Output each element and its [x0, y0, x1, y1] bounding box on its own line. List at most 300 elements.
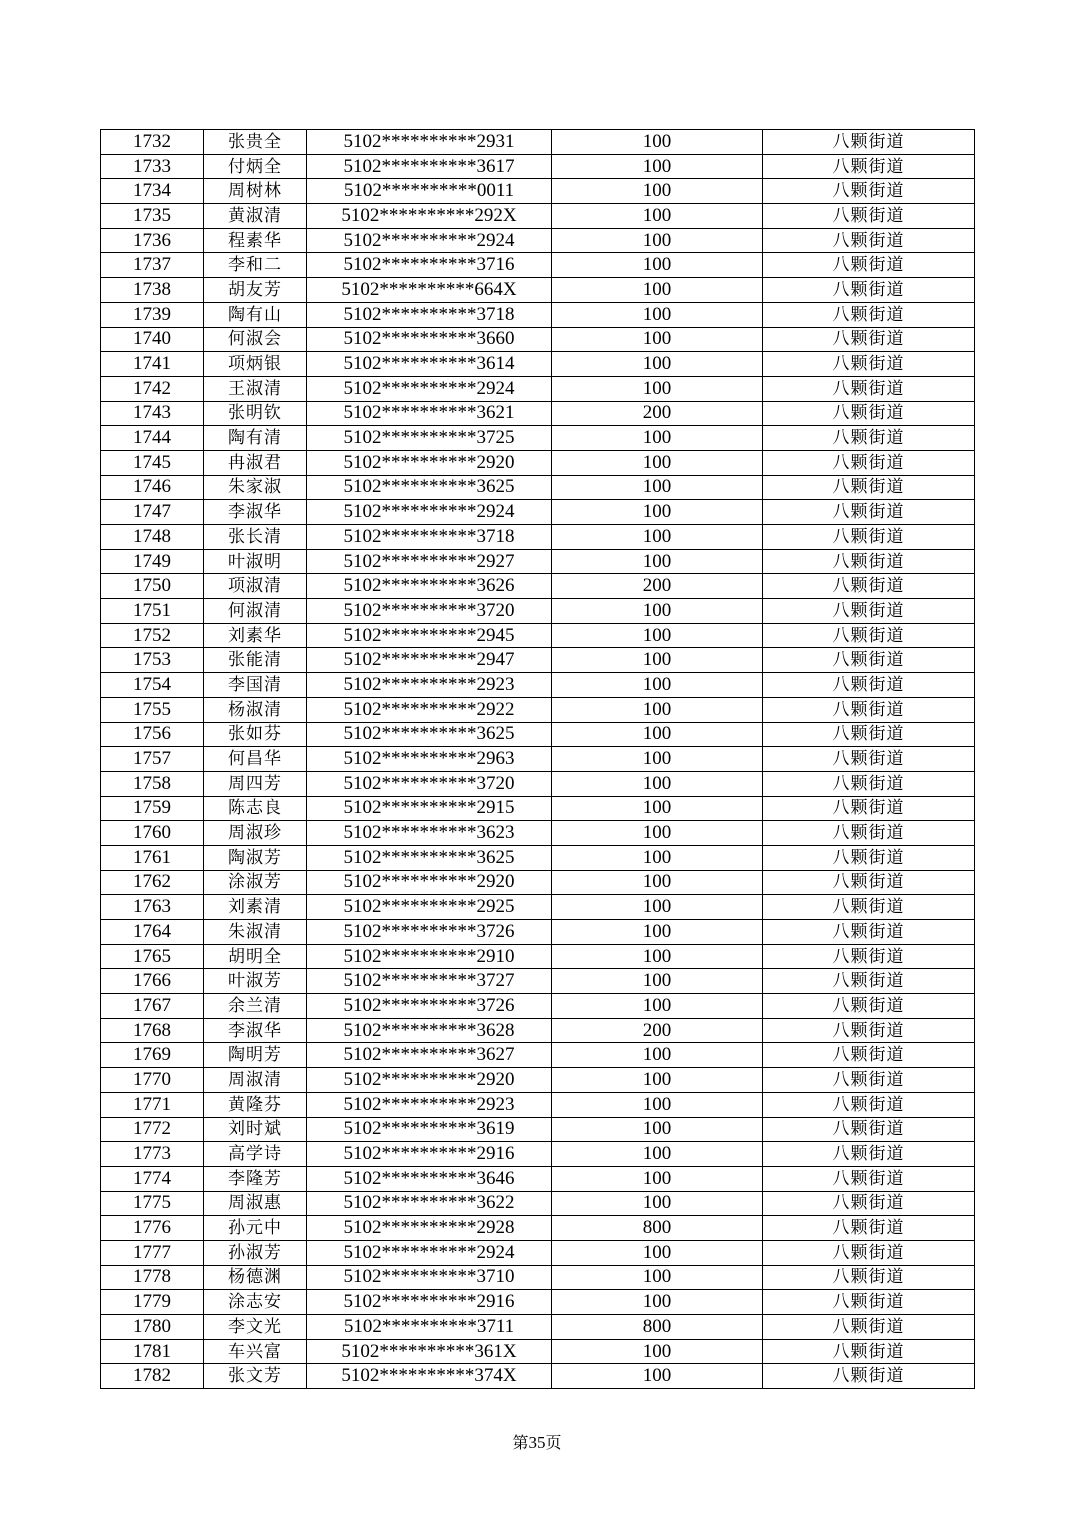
cell-id: 5102**********2920 [307, 1068, 552, 1093]
cell-area: 八颗街道 [763, 1265, 975, 1290]
cell-area: 八颗街道 [763, 525, 975, 550]
cell-area: 八颗街道 [763, 278, 975, 303]
cell-index: 1761 [101, 845, 204, 870]
cell-id: 5102**********3716 [307, 253, 552, 278]
cell-id: 5102**********374X [307, 1364, 552, 1389]
table-row [101, 1240, 975, 1265]
cell-name: 周四芳 [204, 771, 307, 796]
cell-index: 1762 [101, 870, 204, 895]
cell-index: 1740 [101, 327, 204, 352]
cell-id: 5102**********3711 [307, 1315, 552, 1340]
cell-index: 1743 [101, 401, 204, 426]
table-row [101, 253, 975, 278]
cell-name: 张明钦 [204, 401, 307, 426]
cell-area: 八颗街道 [763, 1364, 975, 1389]
cell-id: 5102**********3623 [307, 821, 552, 846]
table-row [101, 623, 975, 648]
cell-amount: 800 [552, 1216, 763, 1241]
page-number: 35 [528, 1433, 546, 1452]
cell-id: 5102**********3710 [307, 1265, 552, 1290]
cell-id: 5102**********3725 [307, 426, 552, 451]
cell-name: 程素华 [204, 228, 307, 253]
cell-amount: 100 [552, 450, 763, 475]
cell-id: 5102**********2910 [307, 944, 552, 969]
cell-area: 八颗街道 [763, 1142, 975, 1167]
cell-id: 5102**********3625 [307, 475, 552, 500]
cell-area: 八颗街道 [763, 969, 975, 994]
cell-area: 八颗街道 [763, 130, 975, 155]
cell-id: 5102**********292X [307, 204, 552, 229]
cell-id: 5102**********3619 [307, 1117, 552, 1142]
table-row [101, 821, 975, 846]
cell-index: 1764 [101, 920, 204, 945]
cell-area: 八颗街道 [763, 771, 975, 796]
cell-area: 八颗街道 [763, 920, 975, 945]
cell-index: 1779 [101, 1290, 204, 1315]
table-row [101, 1142, 975, 1167]
cell-name: 项炳银 [204, 352, 307, 377]
cell-amount: 800 [552, 1315, 763, 1340]
cell-index: 1750 [101, 574, 204, 599]
cell-name: 孙元中 [204, 1216, 307, 1241]
cell-index: 1754 [101, 673, 204, 698]
cell-amount: 100 [552, 697, 763, 722]
cell-index: 1758 [101, 771, 204, 796]
cell-name: 叶淑芳 [204, 969, 307, 994]
cell-index: 1744 [101, 426, 204, 451]
cell-area: 八颗街道 [763, 1117, 975, 1142]
cell-amount: 100 [552, 994, 763, 1019]
cell-name: 杨淑清 [204, 697, 307, 722]
cell-amount: 100 [552, 130, 763, 155]
cell-name: 黄淑清 [204, 204, 307, 229]
cell-name: 张文芳 [204, 1364, 307, 1389]
table-row [101, 771, 975, 796]
cell-index: 1756 [101, 722, 204, 747]
cell-index: 1769 [101, 1043, 204, 1068]
cell-index: 1745 [101, 450, 204, 475]
cell-id: 5102**********3625 [307, 722, 552, 747]
cell-index: 1746 [101, 475, 204, 500]
table-row [101, 450, 975, 475]
table-row [101, 870, 975, 895]
page-footer-prefix: 第 [512, 1433, 529, 1452]
cell-index: 1777 [101, 1240, 204, 1265]
cell-id: 5102**********2924 [307, 1240, 552, 1265]
cell-id: 5102**********3718 [307, 302, 552, 327]
cell-area: 八颗街道 [763, 1018, 975, 1043]
cell-area: 八颗街道 [763, 1191, 975, 1216]
cell-index: 1776 [101, 1216, 204, 1241]
cell-area: 八颗街道 [763, 994, 975, 1019]
cell-id: 5102**********2927 [307, 549, 552, 574]
cell-index: 1733 [101, 154, 204, 179]
cell-area: 八颗街道 [763, 1339, 975, 1364]
cell-area: 八颗街道 [763, 722, 975, 747]
cell-index: 1772 [101, 1117, 204, 1142]
cell-area: 八颗街道 [763, 944, 975, 969]
cell-name: 张贵全 [204, 130, 307, 155]
cell-index: 1778 [101, 1265, 204, 1290]
cell-index: 1765 [101, 944, 204, 969]
cell-id: 5102**********3614 [307, 352, 552, 377]
cell-area: 八颗街道 [763, 549, 975, 574]
cell-name: 何淑清 [204, 599, 307, 624]
cell-name: 杨德渊 [204, 1265, 307, 1290]
cell-index: 1734 [101, 179, 204, 204]
cell-amount: 100 [552, 673, 763, 698]
cell-index: 1768 [101, 1018, 204, 1043]
cell-area: 八颗街道 [763, 1315, 975, 1340]
cell-amount: 100 [552, 253, 763, 278]
cell-amount: 100 [552, 1117, 763, 1142]
cell-id: 5102**********3646 [307, 1166, 552, 1191]
cell-area: 八颗街道 [763, 401, 975, 426]
cell-id: 5102**********2928 [307, 1216, 552, 1241]
cell-area: 八颗街道 [763, 352, 975, 377]
table-row [101, 302, 975, 327]
cell-amount: 100 [552, 500, 763, 525]
cell-id: 5102**********2963 [307, 747, 552, 772]
cell-amount: 100 [552, 376, 763, 401]
table-row [101, 1265, 975, 1290]
cell-name: 周淑清 [204, 1068, 307, 1093]
cell-amount: 100 [552, 1043, 763, 1068]
cell-name: 陈志良 [204, 796, 307, 821]
cell-id: 5102**********2915 [307, 796, 552, 821]
cell-amount: 100 [552, 1068, 763, 1093]
cell-name: 何昌华 [204, 747, 307, 772]
cell-area: 八颗街道 [763, 697, 975, 722]
cell-index: 1748 [101, 525, 204, 550]
cell-area: 八颗街道 [763, 1068, 975, 1093]
table-row [101, 327, 975, 352]
cell-area: 八颗街道 [763, 500, 975, 525]
cell-amount: 100 [552, 599, 763, 624]
table-row [101, 1339, 975, 1364]
cell-index: 1773 [101, 1142, 204, 1167]
cell-amount: 100 [552, 154, 763, 179]
data-table [100, 129, 975, 1389]
cell-amount: 200 [552, 574, 763, 599]
table-row [101, 204, 975, 229]
cell-name: 孙淑芳 [204, 1240, 307, 1265]
table-row [101, 1290, 975, 1315]
cell-amount: 100 [552, 1364, 763, 1389]
table-row [101, 1092, 975, 1117]
table-row [101, 426, 975, 451]
cell-name: 付炳全 [204, 154, 307, 179]
cell-id: 5102**********3726 [307, 994, 552, 1019]
cell-name: 陶有清 [204, 426, 307, 451]
cell-name: 何淑会 [204, 327, 307, 352]
cell-name: 李国清 [204, 673, 307, 698]
cell-name: 陶明芳 [204, 1043, 307, 1068]
table-row [101, 1043, 975, 1068]
table-row [101, 1315, 975, 1340]
table-row [101, 1018, 975, 1043]
cell-name: 冉淑君 [204, 450, 307, 475]
cell-name: 朱家淑 [204, 475, 307, 500]
cell-amount: 100 [552, 845, 763, 870]
table-row [101, 969, 975, 994]
cell-amount: 100 [552, 796, 763, 821]
cell-amount: 200 [552, 1018, 763, 1043]
cell-id: 5102**********3726 [307, 920, 552, 945]
table-row [101, 673, 975, 698]
cell-amount: 100 [552, 895, 763, 920]
cell-index: 1782 [101, 1364, 204, 1389]
cell-name: 陶有山 [204, 302, 307, 327]
page-footer [0, 1430, 1074, 1453]
table-row [101, 1191, 975, 1216]
cell-area: 八颗街道 [763, 845, 975, 870]
cell-index: 1738 [101, 278, 204, 303]
cell-area: 八颗街道 [763, 1240, 975, 1265]
cell-id: 5102**********2945 [307, 623, 552, 648]
table-row [101, 154, 975, 179]
cell-area: 八颗街道 [763, 204, 975, 229]
cell-amount: 100 [552, 327, 763, 352]
cell-name: 周淑珍 [204, 821, 307, 846]
cell-index: 1775 [101, 1191, 204, 1216]
table-row [101, 599, 975, 624]
cell-name: 高学诗 [204, 1142, 307, 1167]
cell-amount: 100 [552, 648, 763, 673]
cell-name: 余兰清 [204, 994, 307, 1019]
table-row [101, 401, 975, 426]
cell-name: 朱淑清 [204, 920, 307, 945]
table-row [101, 1117, 975, 1142]
table-row [101, 1216, 975, 1241]
cell-amount: 100 [552, 525, 763, 550]
cell-name: 张如芬 [204, 722, 307, 747]
cell-index: 1751 [101, 599, 204, 624]
cell-area: 八颗街道 [763, 450, 975, 475]
cell-name: 李和二 [204, 253, 307, 278]
cell-index: 1752 [101, 623, 204, 648]
table-row [101, 179, 975, 204]
cell-index: 1763 [101, 895, 204, 920]
cell-amount: 100 [552, 1265, 763, 1290]
cell-area: 八颗街道 [763, 1290, 975, 1315]
table-row [101, 376, 975, 401]
cell-name: 周淑惠 [204, 1191, 307, 1216]
cell-index: 1749 [101, 549, 204, 574]
cell-id: 5102**********3627 [307, 1043, 552, 1068]
cell-area: 八颗街道 [763, 327, 975, 352]
cell-area: 八颗街道 [763, 673, 975, 698]
cell-amount: 100 [552, 920, 763, 945]
cell-id: 5102**********664X [307, 278, 552, 303]
table-row [101, 796, 975, 821]
cell-amount: 100 [552, 302, 763, 327]
cell-name: 胡友芳 [204, 278, 307, 303]
cell-id: 5102**********3718 [307, 525, 552, 550]
cell-amount: 100 [552, 1191, 763, 1216]
cell-name: 李隆芳 [204, 1166, 307, 1191]
table-row [101, 994, 975, 1019]
cell-area: 八颗街道 [763, 796, 975, 821]
cell-amount: 200 [552, 401, 763, 426]
table-row [101, 352, 975, 377]
cell-id: 5102**********2916 [307, 1290, 552, 1315]
cell-id: 5102**********2947 [307, 648, 552, 673]
cell-name: 叶淑明 [204, 549, 307, 574]
cell-id: 5102**********3625 [307, 845, 552, 870]
cell-amount: 100 [552, 623, 763, 648]
cell-index: 1737 [101, 253, 204, 278]
table-row [101, 920, 975, 945]
cell-area: 八颗街道 [763, 475, 975, 500]
cell-amount: 100 [552, 352, 763, 377]
cell-index: 1755 [101, 697, 204, 722]
cell-id: 5102**********2931 [307, 130, 552, 155]
table-row [101, 1068, 975, 1093]
cell-name: 张长清 [204, 525, 307, 550]
cell-amount: 100 [552, 204, 763, 229]
cell-index: 1739 [101, 302, 204, 327]
table-row [101, 130, 975, 155]
cell-area: 八颗街道 [763, 154, 975, 179]
cell-amount: 100 [552, 1166, 763, 1191]
table-row [101, 500, 975, 525]
cell-id: 5102**********0011 [307, 179, 552, 204]
table-row [101, 228, 975, 253]
cell-area: 八颗街道 [763, 895, 975, 920]
cell-index: 1735 [101, 204, 204, 229]
cell-id: 5102**********3626 [307, 574, 552, 599]
cell-index: 1742 [101, 376, 204, 401]
cell-index: 1736 [101, 228, 204, 253]
cell-id: 5102**********3720 [307, 771, 552, 796]
table-row [101, 697, 975, 722]
cell-amount: 100 [552, 179, 763, 204]
cell-area: 八颗街道 [763, 179, 975, 204]
cell-area: 八颗街道 [763, 574, 975, 599]
cell-amount: 100 [552, 228, 763, 253]
cell-index: 1781 [101, 1339, 204, 1364]
cell-id: 5102**********3621 [307, 401, 552, 426]
cell-index: 1759 [101, 796, 204, 821]
cell-amount: 100 [552, 722, 763, 747]
cell-amount: 100 [552, 426, 763, 451]
cell-name: 陶淑芳 [204, 845, 307, 870]
cell-name: 车兴富 [204, 1339, 307, 1364]
table-row [101, 278, 975, 303]
cell-amount: 100 [552, 278, 763, 303]
cell-index: 1732 [101, 130, 204, 155]
cell-id: 5102**********2922 [307, 697, 552, 722]
cell-amount: 100 [552, 1142, 763, 1167]
cell-area: 八颗街道 [763, 747, 975, 772]
cell-amount: 100 [552, 944, 763, 969]
cell-index: 1760 [101, 821, 204, 846]
cell-index: 1774 [101, 1166, 204, 1191]
cell-amount: 100 [552, 870, 763, 895]
cell-area: 八颗街道 [763, 1092, 975, 1117]
table-row [101, 1364, 975, 1389]
cell-name: 刘素华 [204, 623, 307, 648]
cell-name: 项淑清 [204, 574, 307, 599]
cell-area: 八颗街道 [763, 228, 975, 253]
cell-name: 涂志安 [204, 1290, 307, 1315]
table-row [101, 944, 975, 969]
cell-index: 1766 [101, 969, 204, 994]
cell-name: 王淑清 [204, 376, 307, 401]
table-row [101, 747, 975, 772]
cell-id: 5102**********3617 [307, 154, 552, 179]
table-row [101, 648, 975, 673]
cell-index: 1753 [101, 648, 204, 673]
cell-area: 八颗街道 [763, 253, 975, 278]
cell-area: 八颗街道 [763, 426, 975, 451]
cell-index: 1780 [101, 1315, 204, 1340]
cell-id: 5102**********2925 [307, 895, 552, 920]
cell-id: 5102**********3660 [307, 327, 552, 352]
cell-id: 5102**********3727 [307, 969, 552, 994]
cell-id: 5102**********2924 [307, 500, 552, 525]
cell-id: 5102**********3720 [307, 599, 552, 624]
cell-name: 张能清 [204, 648, 307, 673]
page-footer-suffix: 页 [545, 1433, 562, 1452]
cell-amount: 100 [552, 747, 763, 772]
cell-id: 5102**********3622 [307, 1191, 552, 1216]
cell-name: 黄隆芬 [204, 1092, 307, 1117]
table-row [101, 574, 975, 599]
cell-id: 5102**********2916 [307, 1142, 552, 1167]
cell-area: 八颗街道 [763, 821, 975, 846]
cell-name: 刘素清 [204, 895, 307, 920]
cell-amount: 100 [552, 1290, 763, 1315]
cell-amount: 100 [552, 1092, 763, 1117]
cell-id: 5102**********2920 [307, 870, 552, 895]
cell-index: 1767 [101, 994, 204, 1019]
cell-area: 八颗街道 [763, 870, 975, 895]
cell-name: 刘时斌 [204, 1117, 307, 1142]
cell-index: 1771 [101, 1092, 204, 1117]
cell-id: 5102**********2923 [307, 673, 552, 698]
cell-name: 李淑华 [204, 1018, 307, 1043]
table-row [101, 845, 975, 870]
table-body [101, 130, 975, 1389]
cell-name: 涂淑芳 [204, 870, 307, 895]
cell-id: 5102**********2920 [307, 450, 552, 475]
table-row [101, 722, 975, 747]
cell-area: 八颗街道 [763, 599, 975, 624]
cell-index: 1747 [101, 500, 204, 525]
cell-id: 5102**********2924 [307, 376, 552, 401]
cell-area: 八颗街道 [763, 648, 975, 673]
cell-area: 八颗街道 [763, 623, 975, 648]
table-row [101, 895, 975, 920]
cell-name: 周树林 [204, 179, 307, 204]
cell-amount: 100 [552, 771, 763, 796]
cell-id: 5102**********361X [307, 1339, 552, 1364]
cell-amount: 100 [552, 1339, 763, 1364]
cell-name: 李文光 [204, 1315, 307, 1340]
cell-id: 5102**********2924 [307, 228, 552, 253]
table-row [101, 475, 975, 500]
cell-area: 八颗街道 [763, 376, 975, 401]
cell-area: 八颗街道 [763, 1166, 975, 1191]
cell-amount: 100 [552, 475, 763, 500]
cell-name: 李淑华 [204, 500, 307, 525]
cell-id: 5102**********3628 [307, 1018, 552, 1043]
cell-index: 1757 [101, 747, 204, 772]
cell-index: 1770 [101, 1068, 204, 1093]
cell-id: 5102**********2923 [307, 1092, 552, 1117]
